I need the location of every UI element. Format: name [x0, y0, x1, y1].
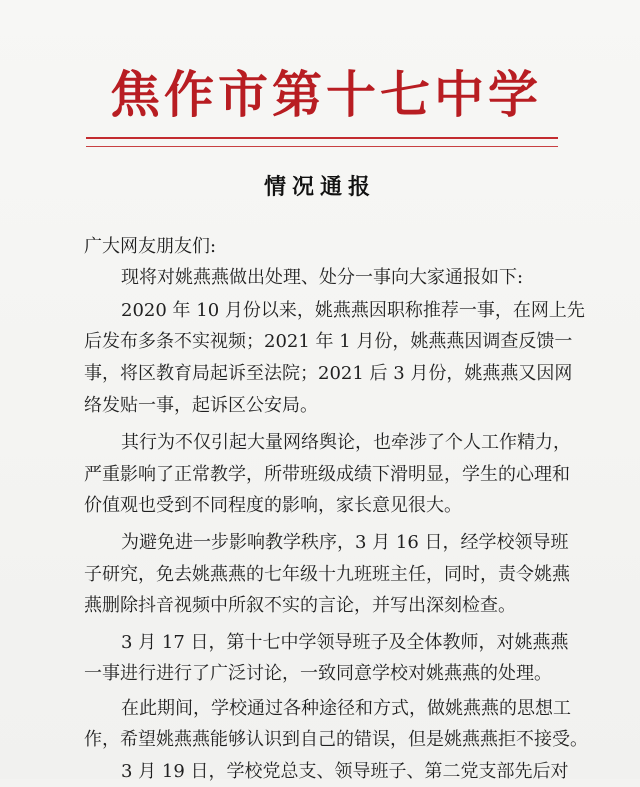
letterhead-title: 焦作市第十七中学: [110, 66, 542, 124]
paragraph-line: 严重影响了正常教学，所带班级成绩下滑明显，学生的心理和: [84, 464, 570, 485]
letterhead-divider-thick: [86, 137, 558, 139]
paragraph-line: 价值观也受到不同程度的影响，家长意见很大。: [84, 495, 462, 516]
paragraph-line: 在此期间，学校通过各种途径和方式，做姚燕燕的思想工: [121, 698, 571, 719]
letterhead-divider-thin: [86, 146, 558, 147]
paragraph-line: 为避免进一步影响教学秩序，3 月 16 日，经学校领导班: [121, 532, 569, 553]
paragraph-line: 3 月 19 日，学校党总支、领导班子、第二党支部先后对: [121, 761, 569, 782]
paragraph-line: 子研究，免去姚燕燕的七年级十九班班主任，同时，责令姚燕: [84, 564, 570, 585]
paragraph-line: 燕删除抖音视频中所叙不实的言论，并写出深刻检查。: [84, 595, 516, 616]
paragraph-line: 其行为不仅引起大量网络舆论，也牵涉了个人工作精力，: [121, 432, 571, 453]
paragraph-line: 一事进行进行了广泛讨论，一致同意学校对姚燕燕的处理。: [84, 663, 552, 684]
document-title: 情况通报: [263, 175, 376, 200]
paragraph-line: 现将对姚燕燕做出处理、处分一事向大家通报如下:: [121, 267, 524, 288]
salutation: 广大网友朋友们:: [84, 236, 217, 257]
paragraph-line: 络发贴一事，起诉区公安局。: [84, 395, 318, 416]
paragraph-line: 3 月 17 日，第十七中学领导班子及全体教师，对姚燕燕: [121, 632, 569, 653]
paragraph-line: 后发布多条不实视频；2021 年 1 月份，姚燕燕因调查反馈一: [84, 331, 573, 352]
paragraph-line: 2020 年 10 月份以来，姚燕燕因职称推荐一事，在网上先: [121, 300, 585, 321]
paragraph-line: 作，希望姚燕燕能够认识到自己的错误，但是姚燕燕拒不接受。: [84, 729, 588, 750]
paragraph-line: 事，将区教育局起诉至法院；2021 后 3 月份，姚燕燕又因网: [84, 363, 573, 384]
